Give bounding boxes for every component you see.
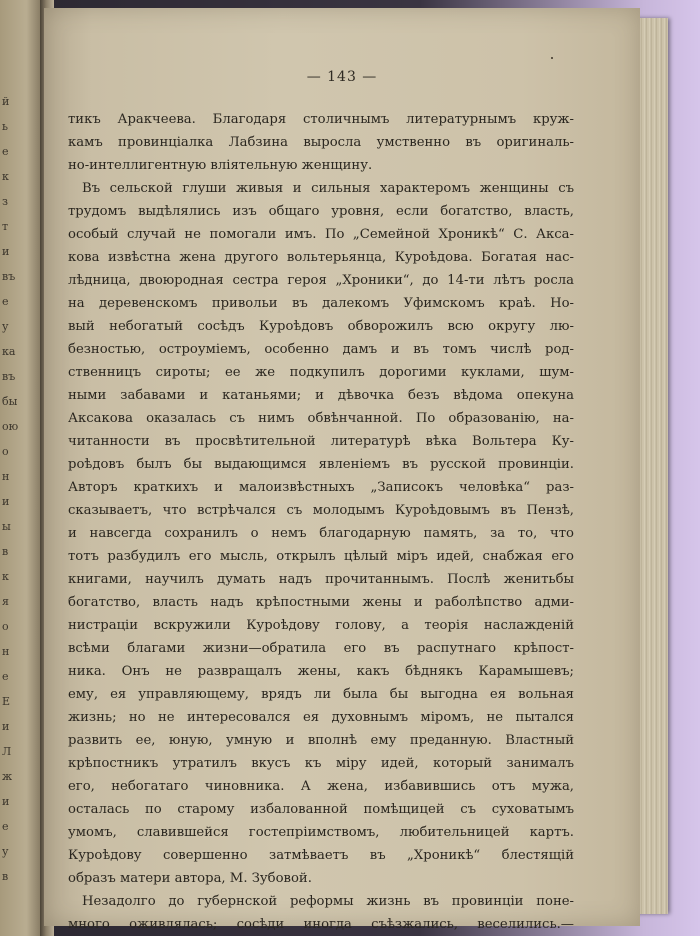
text-line: вый небогатый сосѣдъ Куроѣдовъ обворожилъ всю округу лю- xyxy=(68,319,574,334)
text-line: Въ сельской глуши живыя и сильныя характеромъ женщины съ xyxy=(82,181,574,196)
text-line: всѣми благами жизни—обратила его въ распутнаго крѣпост- xyxy=(68,641,574,656)
left-page-text-fragment: ка xyxy=(2,345,16,358)
left-page-text-fragment: е xyxy=(2,295,9,308)
page-text xyxy=(68,108,574,936)
text-line: лѣдница, двоюродная сестра героя „Хроники“, до 14-ти лѣтъ росла xyxy=(68,273,574,288)
text-line: ными забавами и катаньями; и дѣвочка безъ вѣдома опекуна xyxy=(68,388,574,403)
text-line: умомъ, славившейся гостепріимствомъ, любительницей картъ. xyxy=(68,825,574,840)
left-page-text-fragment: о xyxy=(2,445,9,458)
left-page-text-fragment: т xyxy=(2,220,9,233)
text-line: Куроѣдову совершенно затмѣваетъ въ „Хроникѣ“ блестящій xyxy=(68,848,574,863)
left-page-text-fragment: з xyxy=(2,195,8,208)
text-line: крѣпостникъ утратилъ вкусъ къ міру идей, который занималъ xyxy=(68,756,574,771)
text-line: образъ матери автора, М. Зубовой. xyxy=(68,871,312,886)
text-line: безностью, остроуміемъ, особенно дамъ и въ томъ числѣ род- xyxy=(68,342,574,357)
left-page-text-fragment: в xyxy=(2,870,9,883)
text-line: Аксакова оказалась съ нимъ обвѣнчанной. По образованію, на- xyxy=(68,411,574,426)
text-line: Авторъ краткихъ и малоизвѣстныхъ „Записокъ человѣка“ раз- xyxy=(68,480,574,495)
text-line: Незадолго до губернской реформы жизнь въ провинціи поне- xyxy=(82,894,574,909)
left-page-text-fragment: н xyxy=(2,645,10,658)
text-line: богатство, власть надъ крѣпостными жены и раболѣпство адми- xyxy=(68,595,574,610)
left-page-text-fragment: у xyxy=(2,845,9,858)
left-page-text-fragment: я xyxy=(2,595,9,608)
text-line: читанности въ просвѣтительной литературѣ вѣка Вольтера Ку- xyxy=(68,434,574,449)
left-page-text-fragment: й xyxy=(2,95,10,108)
left-page-text-fragment: и xyxy=(2,795,10,808)
text-line: сказываетъ, что встрѣчался съ молодымъ Куроѣдовымъ въ Пензѣ, xyxy=(68,503,574,518)
text-line: нистраціи вскружили Куроѣдову голову, а теорія наслажденій xyxy=(68,618,574,633)
left-page-text-fragment: н xyxy=(2,470,10,483)
text-line: его, небогатаго чиновника. А жена, избавившись отъ мужа, xyxy=(68,779,574,794)
text-line: ника. Онъ не развращалъ жены, какъ бѣднякъ Карамышевъ; xyxy=(68,664,574,679)
left-page-text-fragment: е xyxy=(2,670,9,683)
text-line: развить ее, юную, умную и вполнѣ ему преданную. Властный xyxy=(68,733,574,748)
page-number: — 143 — xyxy=(306,69,378,85)
left-page-text-fragment: ы xyxy=(2,520,11,533)
text-line: тикъ Аракчеева. Благодаря столичнымъ литературнымъ круж- xyxy=(68,112,574,127)
text-line: но-интеллигентную вліятельную женщину. xyxy=(68,158,373,173)
left-page-text-fragment: ж xyxy=(2,770,13,783)
left-page-text-fragment: въ xyxy=(2,370,16,383)
left-page-text-fragment: и xyxy=(2,720,10,733)
left-page-text-fragment: к xyxy=(2,570,9,583)
left-page-text-fragment: к xyxy=(2,170,9,183)
left-page-text-fragment: Е xyxy=(2,695,11,708)
left-page-text-fragment: о xyxy=(2,620,9,633)
text-line: трудомъ выдѣлялись изъ общаго уровня, если богатство, власть, xyxy=(68,204,574,219)
text-line: и навсегда сохранилъ о немъ благодарную память, за то, что xyxy=(68,526,574,541)
text-line: книгами, научилъ думать надъ прочитаннымъ. Послѣ женитьбы xyxy=(68,572,574,587)
left-page-text-fragment: у xyxy=(2,320,9,333)
left-page-text-fragment: бы xyxy=(2,395,18,408)
text-line: тотъ разбудилъ его мысль, открылъ цѣлый міръ идей, снабжая его xyxy=(68,549,574,564)
text-line: много оживлялась; сосѣди иногда съѣзжались, веселились.— xyxy=(68,917,574,932)
left-page-text-fragment: ь xyxy=(2,120,8,133)
text-line: камъ провинціалка Лабзина выросла умственно въ оригиналь- xyxy=(68,135,574,150)
left-page-text-fragment: въ xyxy=(2,270,16,283)
text-line: ственницъ сироты; ее же подкупилъ дорогими куклами, шум- xyxy=(68,365,574,380)
text-line: осталась по старому избалованной помѣщицей съ суховатымъ xyxy=(68,802,574,817)
text-line: ему, ея управляющему, врядъ ли была бы выгодна ея вольная xyxy=(68,687,574,702)
text-line: роѣдовъ былъ бы выдающимся явленіемъ въ русской провинціи. xyxy=(68,457,574,472)
left-facing-page xyxy=(0,0,44,936)
text-line: на деревенскомъ привольи въ далекомъ Уфимскомъ краѣ. Но- xyxy=(68,296,574,311)
text-line: жизнь; но не интересовался ея духовнымъ міромъ, не пытался xyxy=(68,710,574,725)
left-page-text-fragment: в xyxy=(2,545,9,558)
left-page-text-fragment: и xyxy=(2,245,10,258)
ink-speck xyxy=(551,57,553,59)
left-page-text-fragment: ою xyxy=(2,420,19,433)
left-page-text-fragment: и xyxy=(2,495,10,508)
left-page-text-fragment: е xyxy=(2,820,9,833)
left-page-text-fragment: е xyxy=(2,145,9,158)
text-line: кова извѣстна жена другого вольтерьянца, Куроѣдова. Богатая нас- xyxy=(68,250,574,265)
left-page-text-fragment: Л xyxy=(2,745,12,758)
text-line: особый случай не помогали имъ. По „Семейной Хроникѣ“ С. Акса- xyxy=(68,227,574,242)
book-page xyxy=(44,8,640,932)
